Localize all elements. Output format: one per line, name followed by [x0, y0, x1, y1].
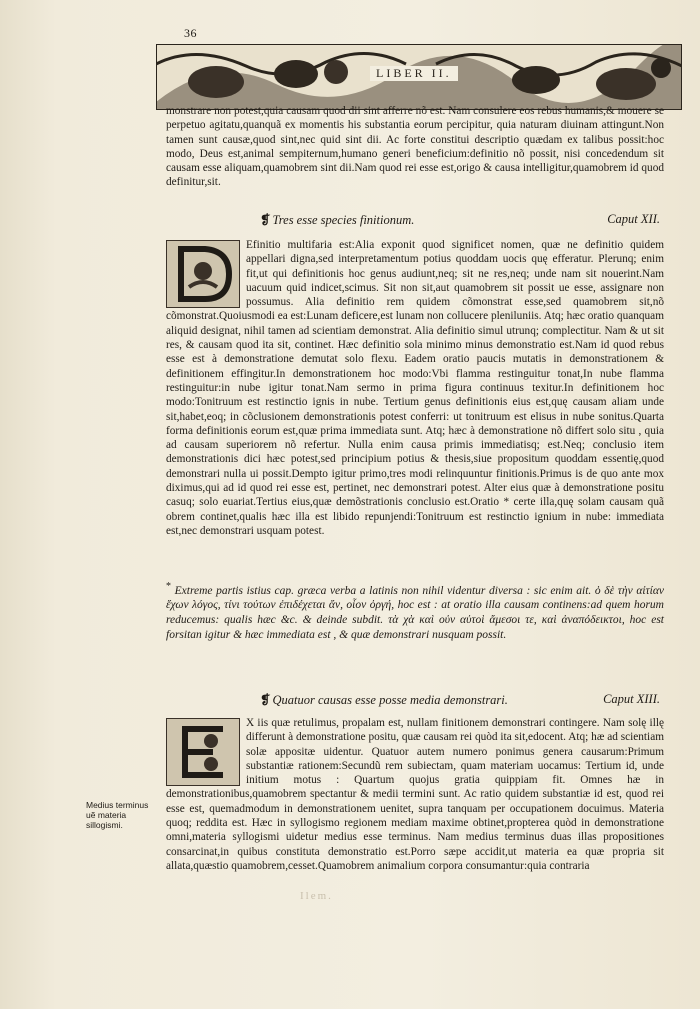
decorated-initial-d	[166, 240, 240, 308]
chapter-12-title: Tres esse species finitionum.	[272, 213, 415, 227]
chapter-12-body	[166, 238, 664, 538]
pilcrow-icon: ❡	[260, 213, 271, 227]
note-text: Extreme partis istius cap. græca verba a latinis non nihil videntur diversa : sic enim ait. ὁ δὲ τὴν αἰτίαν ἔχων λόγος, τίνι τούτων ἐπιδέχεται ἄν, οἷον ὀργή, hoc est : at oratio illa causam continens:ad quem horum reducemus: qualis hæc &c. & deinde subdit. τὰ χὰ καὶ οὐν αὐτοὶ ἄμεσοι τε, καὶ ἀναπόδεικτοι, hoc est forsitan igitur & hæc immediata est , & quæ demonstrari nusquam possit.	[166, 584, 665, 641]
margin-note: Medius terminus uẽ materia sillogismi.	[86, 800, 149, 830]
chapter-13-heading	[260, 692, 660, 708]
chapter-13-number: Caput XIII.	[603, 692, 660, 706]
initial-e-ornament-icon	[167, 719, 239, 785]
chapter-12-number: Caput XII.	[607, 212, 660, 226]
pilcrow-icon: ❡	[260, 693, 271, 707]
show-through-text: Ilem.	[300, 890, 333, 902]
chapter-12-text: Efinitio multifaria est:Alia exponit quod significet nomen, quæ ne definitio quidem appellari digna,sed interpretamentum potius quoddam uocis quę efferatur. Plerunq; enim fit,ut qui definitionis hoc genus audiunt,neq; sit ne res,neq; unde nam sit nouerint.Nam uacuum quid indicet,scimus. Sit non sit,aut quamobrem sit possit ue esse, assignare non possumus. Alia definitio rem quidem cõmonstrat esse,sed quamobrem sit,nõ cõmonstrat.Quoiusmodi ea est:Lunam deficere,est lunam non collucere pleniluniis. Atq; hæc oratio quanquam aliquid designat, nihil tamen ad scientiam demonstrat. Alia definitio simul utrunq; complectitur. Nam & ut sit res, & causam quod ita sit, continet. Hæc definitio sola minimo minus demonstratio est.Nam id quod rebus esse est à demonstratione demutat solo flexu. Eadem oratio paucis mutatis in demonstrationem & definitionem effingitur.In demonstrationem hoc modo:Vbi flamma restinguitur tonat,In nube flamma restinguitur:in nube igitur tonat.Nam sermo in prima figura continuus texitur.In definitionem hoc modo:Tonitruum est restinctio ignis in nube. Tertium genus definitionis eius est,quę causam aliam unde sit,habet,eoq; in cõclusionem demonstrationis potest conferri: ut tonitruum est elisus in nube sonitus.Quarta forma definitionis eorum est,quæ prima immediata sunt. Atq; hæc à demonstratione nõ differt solo situ , quia ad causam superiorem nõ refertur. Nulla enim causa primis immediatisq; est.Neq; conclusio item demonstrationis dici hæc potest,sed principium potius & thesis,siue propositum quoddam essentię,quod demonstrari nulla ui possit.Dempto igitur primo,tres modi relinquuntur finitionis.Primus is de quo ante mox diximus,qui ad id quod rei esse est, pertinet, nec demonstrari potest. Alter eius quæ à demonstratione positu casuq; solo euariat.Tertius eius,quæ demõstrationis conclusio est.Oratio * certe illa,quę solam causam quã obrem continet,qualis hæc illa est libido repunjendi:Tonitruum est restinctio ignium in nube: immediata est,nec demonstrari usquam potest.	[166, 239, 664, 537]
chapter-13-body	[166, 716, 664, 873]
decorated-initial-e	[166, 718, 240, 786]
running-header-title: LIBER II.	[370, 66, 458, 81]
chapter-13-title: Quatuor causas esse posse media demonstrari.	[272, 693, 508, 707]
initial-d-ornament-icon	[167, 241, 239, 307]
chapter-12-heading	[260, 212, 660, 228]
intro-paragraph	[166, 104, 664, 190]
chapter-13-text: X iis quæ retulimus, propalam est, nullam finitionem demonstrari contingere. Nam solę illę differunt à demonstratione positu, quæ causam rei quòd ita sit,edocent. Atq; hæ ad scientiam solæ appositæ uidentur. Quatuor autem numero ponimus genera causarum:Primum substantiæ rationem:Secundũ rem subiectam, quam materiam uocamus: Tertium id, unde initium motus : Quartum quojus gratia quippiam fit. Omnes hæ in demonstrationibus,quamobrem spectantur & medii termini sunt. Ac ratio quidem substantiæ id est, quod rei esse est, quemadmodum in demonstrationem uenitet, supra tanquam per occupationem docuimus. Materia quoq; reddita est. Hæc in syllogismo regionem mediam maxime obtinet,propterea quòd in demonstratione omni,materia syllogismi uidetur medius esse terminus. Nam medius terminus duas illas propositiones consarcinat,in quibus constituta demonstratio est.Porro sæpe accidit,ut materia ea quæ propria sit allata,quæstio quamobrem,cesset.Quamobrem animalium corpora consumantur:quia contraria	[166, 717, 664, 872]
annotation-note	[166, 580, 664, 642]
page-number: 36	[184, 26, 197, 40]
asterisk-icon: *	[166, 581, 171, 592]
intro-text: monstrare non potest,quia causam quod dii sint afferre nõ est. Nam consulere eos rebus humanis,& mouere se perpetuo agitatu,quanquã ex momentis his substantia eorum percipitur, quia naturam diuinam attingunt.Non tamen sunt causæ,quod sint,nec quid sint dii. Ac forte constitui descriptio quædam ex talibus possit:hoc modo, Deus est,animal sempiternum,humano generi beneficium:definitio nõ possit, nisi concedendum sit causam esse aliquam,quamobrem sint dii.Nam quod rei esse est,origo & causa intelligitur,quamobrem id quod definitur,sit.	[166, 105, 664, 189]
